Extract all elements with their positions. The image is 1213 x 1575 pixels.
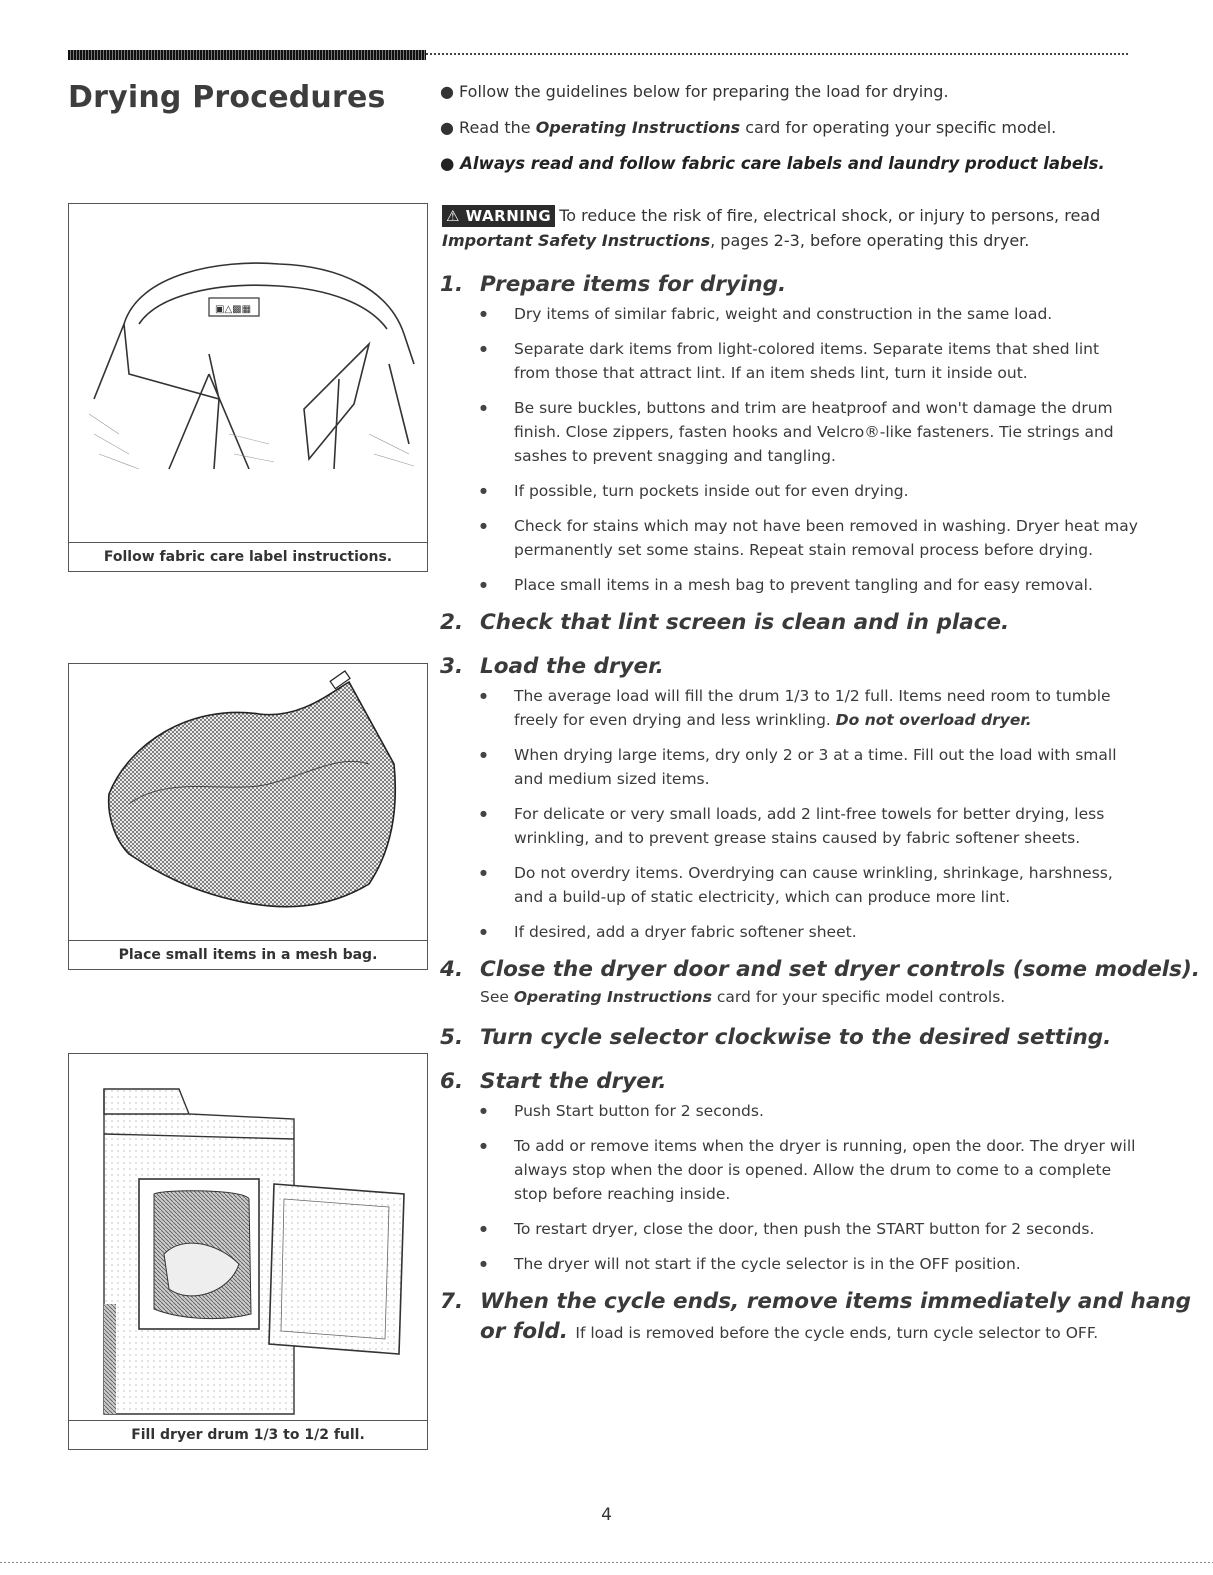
step-3-list xyxy=(440,684,1140,944)
warning-notice: ⚠ WARNING To reduce the risk of fire, electrical shock, or injury to persons, read Important Safety Instructions, pages 2-3, before operating this dryer. xyxy=(442,206,1101,250)
list-item: ● Place small items in a mesh bag to prevent tangling and for easy removal. xyxy=(480,573,1140,597)
list-item: ● Be sure buckles, buttons and trim are heatproof and won't damage the drum finish. Close zippers, fasten hooks and Velcro®-like fasteners. Tie strings and sashes to prevent snagging and tangling. xyxy=(480,396,1140,468)
list-item: ● If desired, add a dryer fabric softener sheet. xyxy=(480,920,1140,944)
list-item: ● Dry items of similar fabric, weight and construction in the same load. xyxy=(480,302,1140,326)
list-item: ● If possible, turn pockets inside out for even drying. xyxy=(480,479,1140,503)
figure-caption: Fill dryer drum 1/3 to 1/2 full. xyxy=(131,1427,365,1443)
figure-mesh-bag xyxy=(68,663,428,970)
warning-badge: ⚠ WARNING xyxy=(442,205,555,227)
svg-text:▣△▩▦: ▣△▩▦ xyxy=(215,304,252,315)
list-item: ● When drying large items, dry only 2 or 3 at a time. Fill out the load with small and medium sized items. xyxy=(480,743,1140,791)
list-item: ● Check for stains which may not have been removed in washing. Dryer heat may permanently set some stains. Repeat stain removal process before drying. xyxy=(480,514,1140,562)
step-3-heading: 3. Load the dryer. xyxy=(440,654,664,679)
step-1-list xyxy=(440,302,1140,597)
step-7-continuation: or fold. If load is removed before the cycle ends, turn cycle selector to OFF. xyxy=(480,1319,1099,1344)
intro-line-1: ● Follow the guidelines below for preparing the load for drying. xyxy=(440,82,949,101)
mesh-bag-illustration xyxy=(69,664,427,940)
header-rule xyxy=(68,50,1130,60)
list-item: ● To add or remove items when the dryer is running, open the door. The dryer will always stop when the door is opened. Allow the drum to come to a complete stop before reaching inside. xyxy=(480,1134,1140,1206)
step-1-heading: 1. Prepare items for drying. xyxy=(440,272,787,297)
intro-line-3: ● Always read and follow fabric care labels and laundry product labels. xyxy=(440,154,1105,173)
figure-fabric-care-label xyxy=(68,203,428,572)
list-item: ● The average load will fill the drum 1/3 to 1/2 full. Items need room to tumble freely for even drying and less wrinkling. Do not overload dryer. xyxy=(480,684,1140,732)
step-6-heading: 6. Start the dryer. xyxy=(440,1069,667,1094)
step-2-heading: 2. Check that lint screen is clean and in place. xyxy=(440,610,1010,635)
step-5-heading: 5. Turn cycle selector clockwise to the desired setting. xyxy=(440,1025,1112,1050)
list-item: ● To restart dryer, close the door, then push the START button for 2 seconds. xyxy=(480,1217,1140,1241)
list-item: ● The dryer will not start if the cycle selector is in the OFF position. xyxy=(480,1252,1140,1276)
figure-caption: Follow fabric care label instructions. xyxy=(103,549,393,565)
intro-line-2: ● Read the Operating Instructions card for operating your specific model. xyxy=(440,118,1057,137)
shirt-collar-illustration xyxy=(69,204,427,542)
step-4-heading: 4. Close the dryer door and set dryer controls (some models). xyxy=(440,957,1200,982)
list-item: ● Push Start button for 2 seconds. xyxy=(480,1099,1140,1123)
page-title: Drying Procedures xyxy=(68,80,386,115)
steps xyxy=(440,270,1200,1348)
dryer-illustration xyxy=(69,1054,427,1420)
step-7-heading: 7. When the cycle ends, remove items immediately and hang xyxy=(440,1289,1192,1314)
page-number: 4 xyxy=(601,1505,612,1525)
dryer-door xyxy=(269,1184,404,1354)
intro xyxy=(440,80,1140,188)
figure-caption: Place small items in a mesh bag. xyxy=(118,947,378,963)
list-item: ● Separate dark items from light-colored items. Separate items that shed lint from those that attract lint. If an item sheds lint, turn it inside out. xyxy=(480,337,1140,385)
step-4-text: See Operating Instructions card for your specific model controls. xyxy=(480,988,1006,1006)
figure-dryer-load xyxy=(68,1053,428,1450)
footer-rule xyxy=(0,1562,1213,1563)
step-6-list xyxy=(440,1099,1140,1276)
list-item: ● Do not overdry items. Overdrying can cause wrinkling, shrinkage, harshness, and a build-up of static electricity, which can produce more lint. xyxy=(480,861,1140,909)
list-item: ● For delicate or very small loads, add 2 lint-free towels for better drying, less wrinkling, and to prevent grease stains caused by fabric softener sheets. xyxy=(480,802,1140,850)
